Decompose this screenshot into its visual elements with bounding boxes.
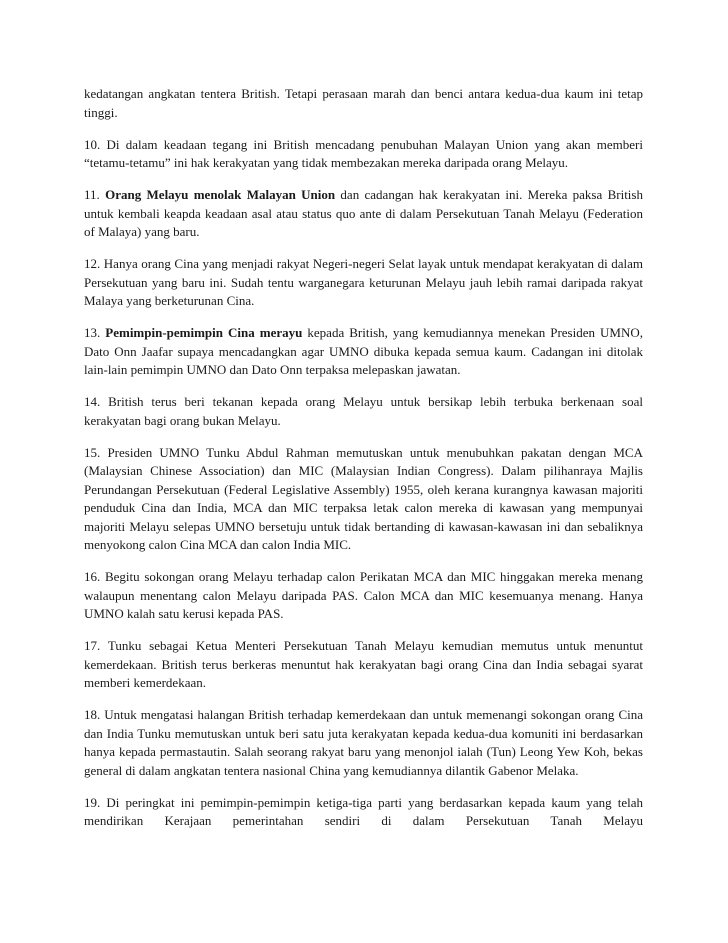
paragraph (84, 85, 643, 122)
text-run: 12. Hanya orang Cina yang menjadi rakyat Negeri-negeri Selat layak untuk mendapat kerakyatan di dalam Persekutuan yang baru ini. Sudah tentu warganegara keturunan Melayu jauh lebih ramai daripada rakyat Malaya yang berketurunan Cina. (84, 256, 643, 308)
paragraph (84, 568, 643, 624)
text-run: kedatangan angkatan tentera British. Tetapi perasaan marah dan benci antara kedua-dua kaum ini tetap tinggi. (84, 86, 643, 120)
text-run: 13. (84, 325, 106, 340)
paragraph (84, 136, 643, 173)
text-run: 18. Untuk mengatasi halangan British terhadap kemerdekaan dan untuk memenangi sokongan orang Cina dan India Tunku memutuskan untuk beri satu juta kerakyatan kepada kedua-dua komuniti ini berdasarkan hanya kepada permastautin. Salah seorang rakyat baru yang menonjol ialah (Tun) Leong Yew Koh, bekas general di dalam angkatan tentera nasional China yang kemudiannya dilantik Gabenor Melaka. (84, 707, 643, 778)
paragraph (84, 186, 643, 242)
text-run: 15. Presiden UMNO Tunku Abdul Rahman memutuskan untuk menubuhkan pakatan dengan MCA (Malaysian Chinese Association) dan MIC (Malaysian Indian Congress). Dalam pilihanraya Majlis Perundangan Persekutuan (Federal Legislative Assembly) 1955, oleh kerana kurangnya kawasan majoriti penduduk Cina dan India, MCA dan MIC terpaksa letak calon mereka di kawasan yang mempunyai majoriti Melayu selepas UMNO bersetuju untuk tidak bertanding di kawasan-kawasan ini dan sebaliknya menyokong calon Cina MCA dan calon India MIC. (84, 444, 643, 552)
text-run: 16. Begitu sokongan orang Melayu terhadap calon Perikatan MCA dan MIC hinggakan mereka menang walaupun menentang calon Melayu daripada PAS. Calon MCA dan MIC kesemuanya menang. Hanya UMNO kalah satu kerusi kepada PAS. (84, 569, 643, 621)
bold-phrase: Pemimpin-pemimpin Cina merayu (105, 325, 303, 340)
paragraph (84, 393, 643, 430)
text-run: 10. Di dalam keadaan tegang ini British mencadang penubuhan Malayan Union yang akan memberi “tetamu-tetamu” ini hak kerakyatan yang tidak membezakan mereka daripada orang Melayu. (84, 136, 643, 170)
paragraph (84, 324, 643, 380)
text-run: dan cadangan hak kerakyatan ini. Mereka paksa British untuk kembali keapda keadaan asal atau status quo ante di dalam Persekutuan Tanah Melayu (Federation of Malaya) yang baru. (84, 187, 643, 239)
paragraph (84, 637, 643, 693)
text-run: 17. Tunku sebagai Ketua Menteri Persekutuan Tanah Melayu kemudian memutus untuk menuntut kemerdekaan. British terus berkeras menuntut hak kerakyatan bagi orang Cina dan India sebagai syarat memberi kemerdekaan. (84, 638, 643, 690)
paragraph (84, 706, 643, 780)
paragraph (84, 794, 643, 831)
bold-phrase: Orang Melayu menolak Malayan Union (105, 187, 336, 202)
text-run: kepada British, yang kemudiannya menekan Presiden UMNO, Dato Onn Jaafar supaya mencadangkan agar UMNO dibuka kepada semua kaum. Cadangan ini ditolak lain-lain pemimpin UMNO dan Dato Onn terpaksa melepaskan jawatan. (84, 325, 643, 377)
text-run: 11. (84, 187, 106, 202)
document-page (84, 85, 643, 831)
paragraph (84, 444, 643, 555)
text-run: 14. British terus beri tekanan kepada orang Melayu untuk bersikap lebih terbuka berkenaan soal kerakyatan bagi orang bukan Melayu. (84, 394, 643, 428)
text-run: 19. Di peringkat ini pemimpin-pemimpin ketiga-tiga parti yang berdasarkan kepada kaum yang telah mendirikan Kerajaan pemerintahan sendiri di dalam Persekutuan Tanah Melayu (84, 794, 643, 828)
paragraph (84, 255, 643, 311)
